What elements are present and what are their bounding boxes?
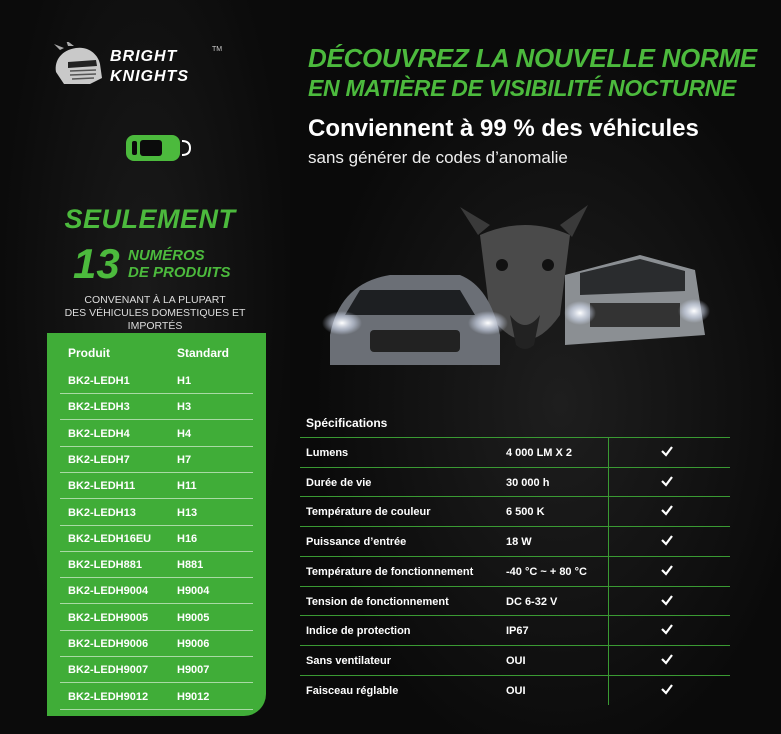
product-standard: H13 bbox=[177, 506, 198, 519]
product-code: BK2-LEDH1 bbox=[68, 375, 130, 387]
checkmark-icon bbox=[660, 563, 674, 577]
product-row bbox=[60, 393, 253, 420]
note-line2: DES VÉHICULES DOMESTIQUES ET IMPORTÉS bbox=[64, 307, 246, 332]
spec-label: Faisceau réglable bbox=[306, 684, 399, 697]
product-code: BK2-LEDH9004 bbox=[68, 585, 149, 598]
spec-label: Température de fonctionnement bbox=[306, 565, 474, 578]
product-standard: H9006 bbox=[177, 638, 210, 650]
product-row bbox=[60, 577, 253, 604]
spec-row bbox=[300, 615, 730, 645]
headline-line2: EN MATIÈRE DE VISIBILITÉ NOCTURNE bbox=[308, 75, 736, 101]
spec-row bbox=[300, 526, 730, 556]
header-product: Produit bbox=[68, 346, 110, 360]
product-row bbox=[60, 472, 253, 499]
spec-label: Température de couleur bbox=[306, 506, 431, 519]
checkmark-icon bbox=[660, 593, 674, 607]
product-standard: H1 bbox=[177, 375, 192, 387]
product-code: BK2-LEDH9007 bbox=[68, 664, 149, 677]
spec-row bbox=[300, 496, 730, 526]
product-standard: H3 bbox=[177, 401, 192, 414]
only-label: SEULEMENT bbox=[64, 204, 236, 234]
checkmark-icon bbox=[660, 474, 674, 488]
product-standard: H16 bbox=[177, 532, 198, 545]
specs-title: Spécifications bbox=[306, 416, 388, 430]
spec-value: 6 500 K bbox=[506, 506, 545, 519]
count-label-line1: NUMÉROS bbox=[128, 247, 205, 264]
spec-row bbox=[300, 645, 730, 675]
spec-value: 30 000 h bbox=[506, 476, 550, 489]
offroad-vehicle-figure bbox=[564, 255, 710, 345]
spec-row bbox=[300, 586, 730, 616]
product-code: BK2-LEDH4 bbox=[68, 427, 130, 440]
header-standard: Standard bbox=[177, 346, 230, 360]
product-table-header bbox=[47, 333, 266, 369]
product-standard: H9012 bbox=[177, 690, 210, 703]
checkmark-icon bbox=[660, 652, 674, 666]
spec-value: OUI bbox=[506, 654, 526, 667]
spec-label: Tension de fonctionnement bbox=[306, 595, 449, 608]
product-count: 13 bbox=[73, 240, 120, 287]
spec-value: OUI bbox=[506, 684, 526, 697]
count-label-line2: DE PRODUITS bbox=[128, 264, 231, 281]
product-row bbox=[60, 367, 253, 394]
product-row bbox=[60, 446, 253, 473]
spec-value: 4 000 LM X 2 bbox=[506, 447, 573, 459]
product-standard: H9004 bbox=[177, 585, 210, 598]
product-row bbox=[60, 499, 253, 526]
product-code: BK2-LEDH16EU bbox=[68, 532, 152, 545]
trademark: TM bbox=[212, 46, 223, 53]
car-headlight-icon bbox=[124, 131, 194, 165]
spec-row bbox=[300, 675, 730, 705]
spec-value: DC 6-32 V bbox=[506, 595, 558, 608]
product-row bbox=[60, 604, 253, 631]
checkmark-icon bbox=[660, 622, 674, 636]
brand-word-bright: BRIGHT bbox=[110, 48, 178, 65]
compatibility-subheadline: sans générer de codes d’anomalie bbox=[308, 148, 568, 167]
product-table bbox=[47, 333, 266, 716]
specs-divider bbox=[608, 437, 609, 705]
spec-value: -40 °C ~ + 80 °C bbox=[506, 565, 587, 578]
product-code: BK2-LEDH7 bbox=[68, 453, 130, 466]
product-row bbox=[60, 630, 253, 657]
spec-row bbox=[300, 437, 730, 467]
product-code: BK2-LEDH13 bbox=[68, 506, 136, 519]
spec-label: Durée de vie bbox=[306, 476, 372, 489]
product-row bbox=[60, 656, 253, 683]
spec-label: Indice de protection bbox=[306, 625, 411, 638]
brand-logo bbox=[50, 42, 223, 92]
compatibility-headline: Conviennent à 99 % des véhicules bbox=[308, 115, 699, 142]
headline-line1: DÉCOUVREZ LA NOUVELLE NORME bbox=[308, 43, 757, 73]
product-code: BK2-LEDH9005 bbox=[68, 611, 149, 624]
spec-label: Lumens bbox=[306, 447, 349, 459]
product-code: BK2-LEDH9006 bbox=[68, 638, 149, 650]
product-count-label bbox=[128, 247, 231, 281]
note-line1: CONVENANT À LA PLUPART bbox=[84, 294, 226, 306]
spec-label: Puissance d’entrée bbox=[306, 536, 407, 549]
spec-label: Sans ventilateur bbox=[306, 654, 391, 667]
product-code: BK2-LEDH3 bbox=[68, 401, 130, 414]
product-code: BK2-LEDH9012 bbox=[68, 690, 149, 703]
compatibility-note bbox=[40, 294, 270, 333]
product-standard: H9007 bbox=[177, 664, 210, 677]
product-standard: H9005 bbox=[177, 611, 210, 624]
night-scene-illustration bbox=[310, 195, 730, 395]
product-standard: H881 bbox=[177, 559, 204, 572]
checkmark-icon bbox=[660, 682, 674, 696]
spec-row bbox=[300, 556, 730, 586]
checkmark-icon bbox=[660, 444, 674, 458]
checkmark-icon bbox=[660, 533, 674, 547]
product-standard: H7 bbox=[177, 453, 192, 466]
sports-car-figure bbox=[322, 275, 508, 365]
product-code: BK2-LEDH11 bbox=[68, 480, 136, 493]
product-standard: H4 bbox=[177, 427, 192, 440]
product-code: BK2-LEDH881 bbox=[68, 559, 142, 572]
knight-helmet-icon bbox=[50, 42, 106, 88]
brand-word-knights: KNIGHTS bbox=[110, 68, 189, 85]
product-row bbox=[60, 420, 253, 447]
product-row bbox=[60, 525, 253, 552]
spec-row bbox=[300, 467, 730, 497]
spec-value: 18 W bbox=[506, 536, 532, 549]
product-row bbox=[60, 683, 253, 710]
product-standard: H11 bbox=[177, 480, 197, 493]
spec-value: IP67 bbox=[506, 625, 529, 638]
checkmark-icon bbox=[660, 503, 674, 517]
product-row bbox=[60, 551, 253, 578]
